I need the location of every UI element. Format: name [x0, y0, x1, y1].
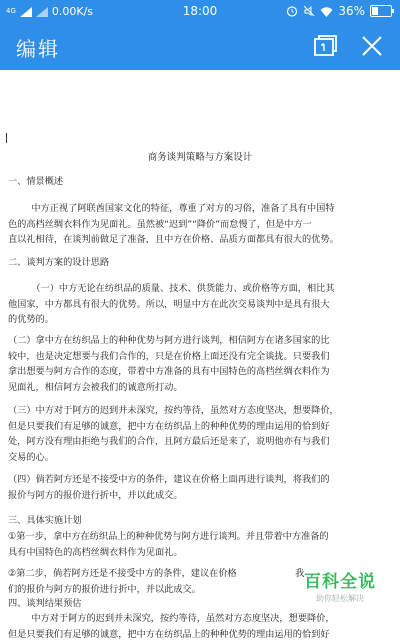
close-icon — [360, 34, 384, 58]
close-button[interactable] — [360, 34, 384, 58]
paragraph-3: （二）拿中方在纺织品上的种种优势与阿方进行谈判，相信阿方在诸多国家的比 较中，也是决定想要与我们合作的，只是在价格上面还没有完全谈拢。只要我们 拿出想要与阿方合作的态度，带着中方准备的具有中国特色的高档丝绸衣料作为 见面礼，相信阿方会被我们的诚意所打动。 — [8, 335, 330, 393]
clock: 18:00 — [182, 4, 218, 18]
watermark-title: 百科全说 — [304, 572, 376, 592]
paragraph-8: 中方对于阿方的迟到并未深究，按约等待，虽然对方态度坚决，想要降价， 但是只要我们有足够的诚意，把中方在纺织品上的种种优势的理由运用的恰到好 — [8, 613, 335, 640]
paragraph-7: ②第二步，倘若阿方还是不接受中方的条件，建议在价格 我 们的报价与阿方的报价进行折中，并以此成交。 — [8, 568, 305, 595]
wifi-icon — [320, 6, 333, 17]
document-title: 商务谈判策略与方案设计 — [147, 152, 253, 163]
paragraph-1: 中方正视了阿联酋国家文化的特征，尊重了对方的习俗，准备了具有中国特 色的高档丝绸衣料作为见面礼。虽然被“迟到”“降价”而怠慢了，但是中方一 直以礼相待，在谈判前做足了准备，且中方在价格、品质方面都具有很大的优势。 — [8, 203, 339, 245]
paragraph-2: （一）中方无论在纺织品的质量、技术、供货能力、或价格等方面，相比其 他国家，中方都具有很大的优势。所以，明显中方在此次交易谈判中是具有很大 的优势的。 — [8, 283, 335, 325]
section-heading-3: 三、具体实施计划 — [8, 515, 82, 526]
signal-indicator: 4G — [6, 7, 16, 15]
watermark — [285, 567, 395, 604]
mute-icon — [303, 5, 315, 17]
status-bar — [0, 0, 400, 24]
battery-percent: 36% — [338, 4, 365, 18]
split-view-icon — [313, 34, 337, 58]
battery-level — [372, 7, 378, 15]
paragraph-5: （四）倘若阿方还是不接受中方的条件，建议在价格上面再进行谈判，将我们的 报价与阿方的报价进行折中，并以此成交。 — [8, 474, 330, 501]
app-bar — [0, 24, 400, 70]
split-view-button[interactable] — [313, 34, 337, 58]
document-body[interactable] — [0, 70, 400, 640]
alarm-icon — [286, 5, 298, 17]
status-right — [286, 4, 392, 18]
section-heading-1: 一、情景概述 — [8, 176, 64, 187]
watermark-subtitle: 助你轻松解决 — [316, 594, 364, 603]
section-heading-2: 二、谈判方案的设计思路 — [8, 257, 110, 268]
section-heading-4: 四、谈判结果预估 — [8, 598, 82, 609]
battery-icon — [370, 5, 392, 17]
text-cursor — [6, 133, 7, 143]
paragraph-4: （三）中方对于阿方的迟到并未深究，按约等待，虽然对方态度坚决，想要降价， 但是只要我们有足够的诚意，把中方在纺织品上的种种优势的理由运用的恰到好 处，阿方没有理由拒绝与我们的合作，且阿方最后还是来了，说明他亦有与我们 交易的心。 — [8, 405, 339, 463]
network-speed: 0.00K/s — [51, 5, 94, 18]
paragraph-6: ①第一步，拿中方在纺织品上的种种优势与阿方进行谈判。并且带着中方准备的 具有中国特色的高档丝绸衣料作为见面礼。 — [8, 531, 329, 558]
page-title: 编辑 — [16, 37, 60, 61]
